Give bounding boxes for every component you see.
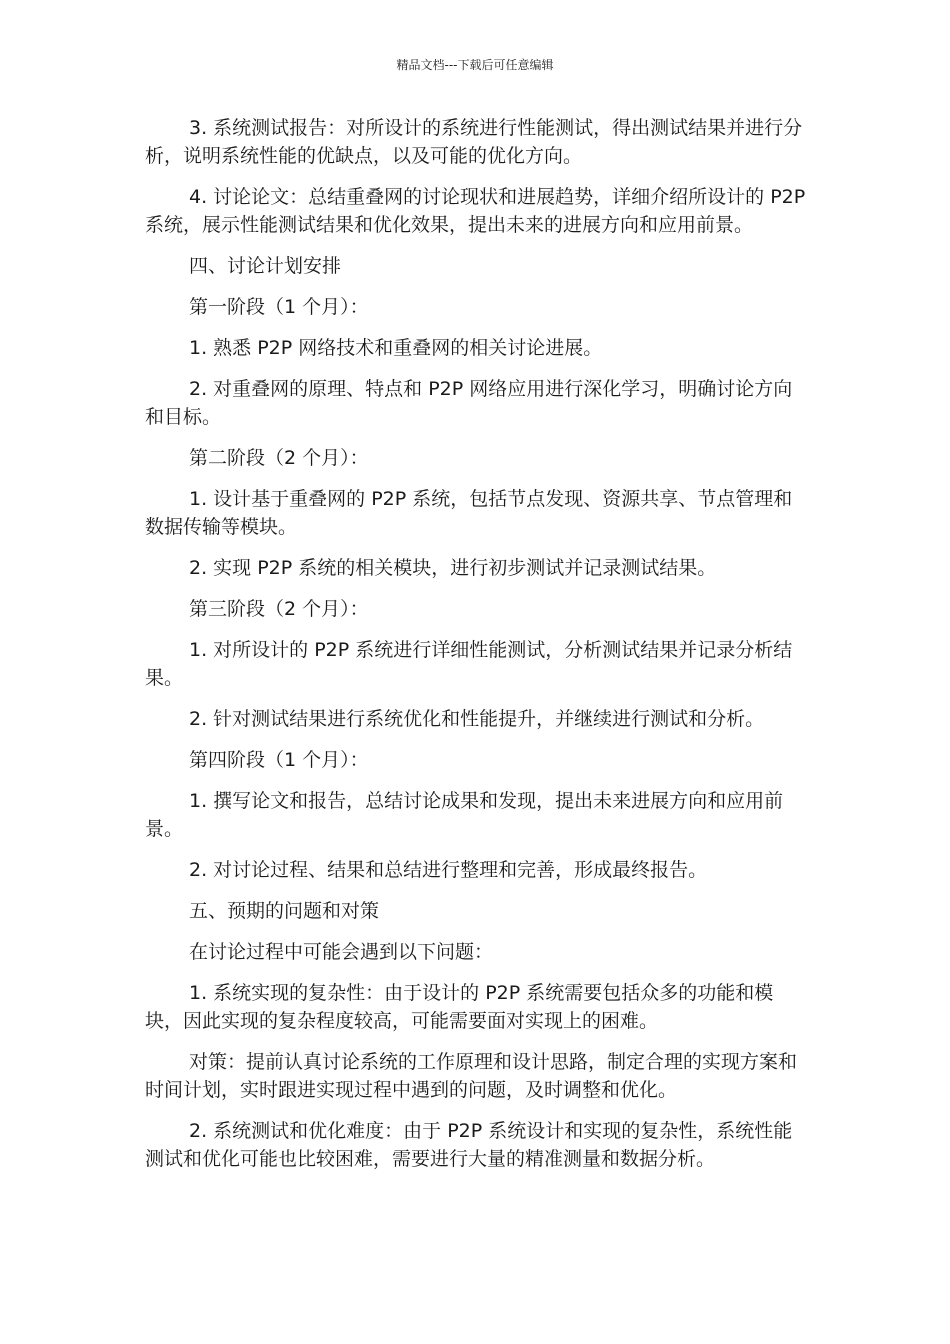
section-heading-schedule: 四、讨论计划安排 [189,255,342,277]
phase-4-heading: 第四阶段（1 个月）： [189,749,369,771]
phase-1-item-2: 2. 对重叠网的原理、特点和 P2P 网络应用进行深化学习，明确讨论方向和目标。 [145,378,793,428]
phase-4-item-2: 2. 对讨论过程、结果和总结进行整理和完善，形成最终报告。 [189,859,708,881]
phase-1-item-1: 1. 熟悉 P2P 网络技术和重叠网的相关讨论进展。 [189,337,603,359]
phase-3-item-2: 2. 针对测试结果进行系统优化和性能提升，并继续进行测试和分析。 [189,708,765,730]
phase-2-heading: 第二阶段（2 个月）： [189,447,369,469]
issue-1: 1. 系统实现的复杂性：由于设计的 P2P 系统需要包括众多的功能和模块，因此实现的复杂程度较高，可能需要面对实现上的困难。 [145,982,774,1032]
phase-2-item-1: 1. 设计基于重叠网的 P2P 系统，包括节点发现、资源共享、节点管理和数据传输等模块。 [145,488,793,538]
paragraph-thesis: 4. 讨论论文：总结重叠网的讨论现状和进展趋势，详细介绍所设计的 P2P 系统，展示性能测试结果和优化效果，提出未来的进展方向和应用前景。 [145,186,806,236]
phase-3-heading: 第三阶段（2 个月）： [189,598,369,620]
issues-intro: 在讨论过程中可能会遇到以下问题： [189,941,494,963]
phase-4-item-1: 1. 撰写论文和报告，总结讨论成果和发现，提出未来进展方向和应用前景。 [145,790,784,840]
section-heading-issues: 五、预期的问题和对策 [189,900,380,922]
phase-2-item-2: 2. 实现 P2P 系统的相关模块，进行初步测试并记录测试结果。 [189,557,717,579]
page-header: 精品文档---下载后可任意编辑 [396,58,554,72]
phase-3-item-1: 1. 对所设计的 P2P 系统进行详细性能测试，分析测试结果并记录分析结果。 [145,639,793,689]
paragraph-test-report: 3. 系统测试报告：对所设计的系统进行性能测试，得出测试结果并进行分析，说明系统性能的优缺点，以及可能的优化方向。 [145,117,803,167]
issue-1-countermeasure: 对策：提前认真讨论系统的工作原理和设计思路，制定合理的实现方案和时间计划，实时跟进实现过程中遇到的问题，及时调整和优化。 [145,1051,798,1101]
document-body [145,114,810,1186]
issue-2: 2. 系统测试和优化难度：由于 P2P 系统设计和实现的复杂性，系统性能测试和优化可能也比较困难，需要进行大量的精准测量和数据分析。 [145,1120,793,1170]
phase-1-heading: 第一阶段（1 个月）： [189,296,369,318]
